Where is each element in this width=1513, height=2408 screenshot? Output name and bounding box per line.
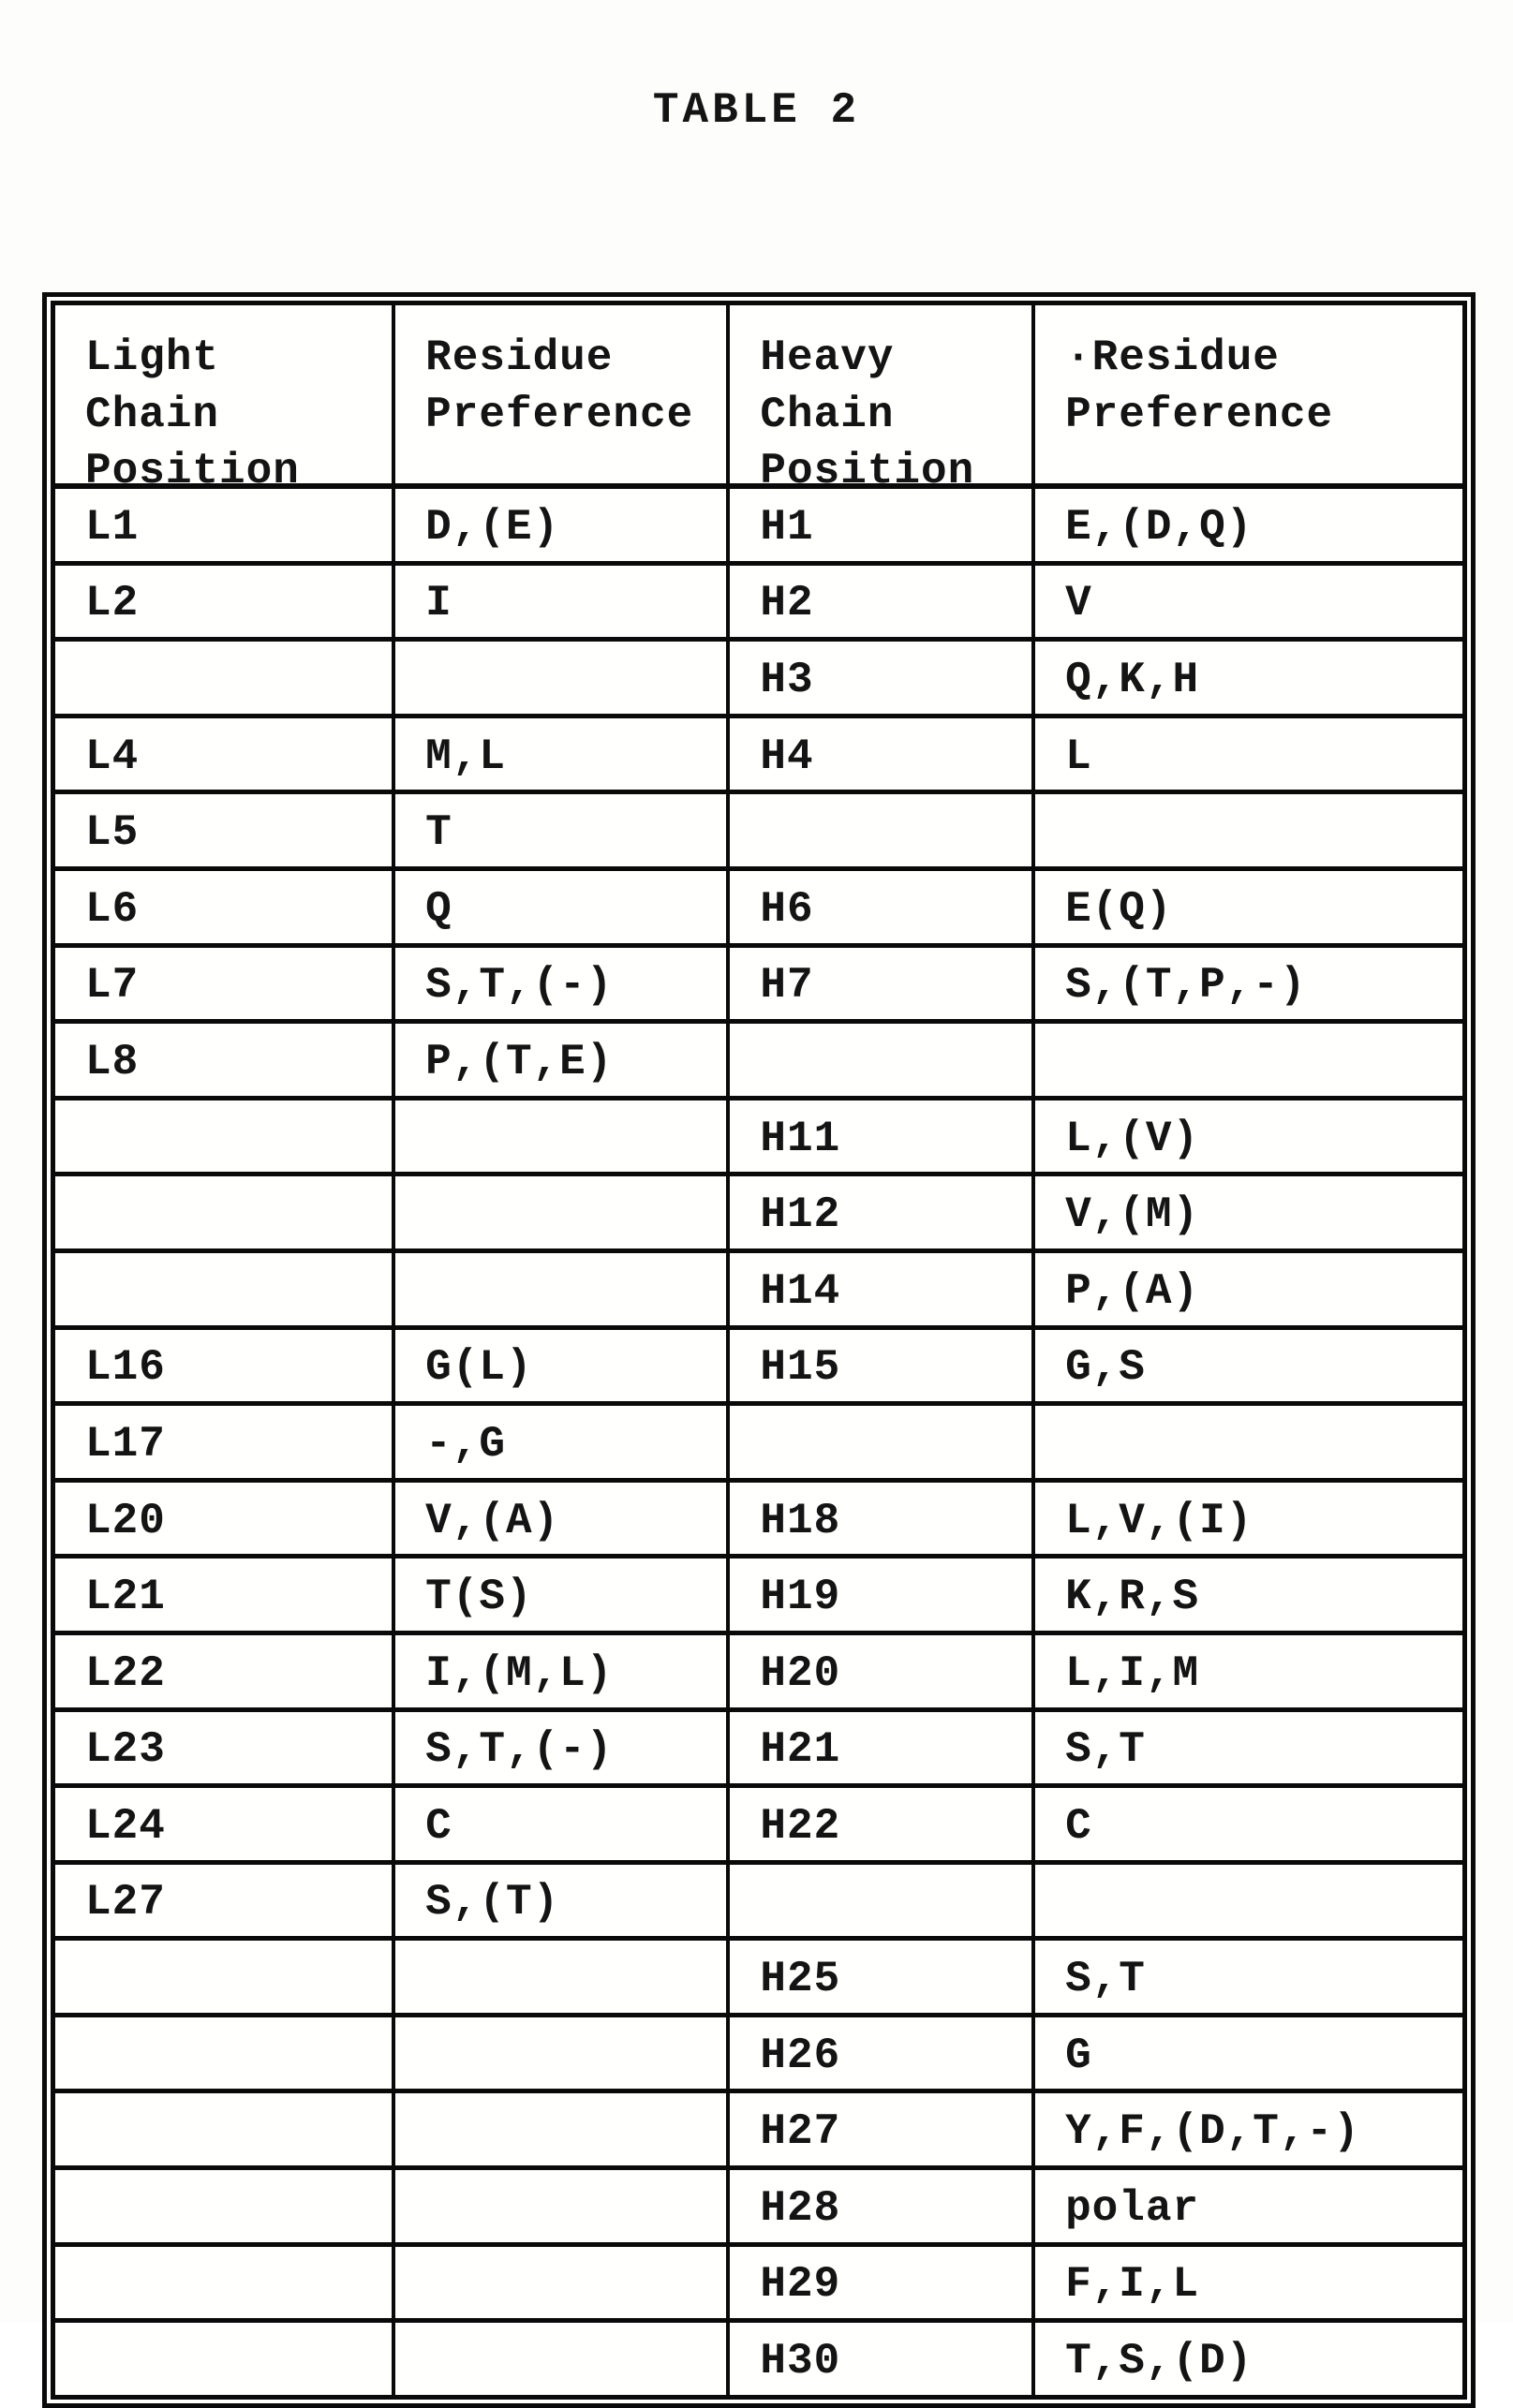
heavy-residue-preference-cell — [1035, 1865, 1462, 1937]
heavy-residue-preference-cell — [1035, 1406, 1462, 1478]
light-chain-position-cell: L21 — [55, 1559, 395, 1631]
table-row — [55, 1176, 1462, 1253]
light-residue-preference-cell — [395, 2323, 730, 2395]
light-residue-preference-cell: I,(M,L) — [395, 1635, 730, 1707]
table-row — [55, 718, 1462, 795]
heavy-residue-preference-cell — [1035, 794, 1462, 866]
table-row — [55, 2093, 1462, 2170]
table-row — [55, 871, 1462, 948]
light-residue-preference-cell — [395, 2093, 730, 2165]
table-row — [55, 566, 1462, 643]
light-chain-position-cell — [55, 2323, 395, 2395]
header-light-residue-preference: Residue Preference — [395, 305, 730, 500]
light-residue-preference-cell: G(L) — [395, 1330, 730, 1402]
table-row — [55, 1406, 1462, 1483]
heavy-chain-position-cell: H26 — [730, 2017, 1035, 2090]
light-residue-preference-cell: T(S) — [395, 1559, 730, 1631]
heavy-chain-position-cell: H29 — [730, 2247, 1035, 2319]
heavy-chain-position-cell: H18 — [730, 1483, 1035, 1555]
heavy-chain-position-cell: H12 — [730, 1176, 1035, 1248]
light-chain-position-cell — [55, 2247, 395, 2319]
light-residue-preference-cell: M,L — [395, 718, 730, 790]
light-chain-position-cell — [55, 1176, 395, 1248]
table-row — [55, 1253, 1462, 1330]
heavy-chain-position-cell: H6 — [730, 871, 1035, 943]
heavy-residue-preference-cell: K,R,S — [1065, 1573, 1200, 1622]
light-residue-preference-cell: S,T,(-) — [395, 948, 730, 1020]
light-chain-position-cell: L1 — [55, 489, 395, 561]
light-residue-preference-cell: T — [395, 794, 730, 866]
table-body — [55, 489, 1462, 2395]
heavy-chain-position-cell: H28 — [730, 2170, 1035, 2242]
light-chain-position-cell — [55, 2093, 395, 2165]
light-residue-preference-cell: Q — [395, 871, 730, 943]
heavy-residue-preference-cell: E,(D,Q) — [1065, 502, 1253, 552]
residue-preference-table — [42, 292, 1476, 2408]
table-row — [55, 2323, 1462, 2395]
heavy-residue-preference-cell: V — [1065, 579, 1092, 628]
light-chain-position-cell: L23 — [55, 1712, 395, 1784]
light-residue-preference-cell — [395, 1253, 730, 1325]
heavy-chain-position-cell: H2 — [730, 566, 1035, 638]
heavy-residue-preference-cell: S,T — [1065, 1955, 1146, 2004]
heavy-chain-position-cell: H25 — [730, 1941, 1035, 2013]
heavy-chain-position-cell — [730, 794, 1035, 866]
light-residue-preference-cell — [395, 1176, 730, 1248]
light-residue-preference-cell — [395, 2247, 730, 2319]
heavy-residue-preference-cell: G,S — [1065, 1343, 1146, 1393]
light-chain-position-cell: L17 — [55, 1406, 395, 1478]
light-residue-preference-cell: I — [395, 566, 730, 638]
heavy-residue-preference-cell: T,S,(D) — [1065, 2337, 1253, 2386]
light-residue-preference-cell: P,(T,E) — [395, 1024, 730, 1096]
table-row — [55, 1330, 1462, 1407]
light-residue-preference-cell: C — [395, 1788, 730, 1860]
heavy-residue-preference-cell: S,T — [1065, 1725, 1146, 1775]
heavy-residue-preference-cell: L,V,(I) — [1065, 1496, 1253, 1545]
light-chain-position-cell: L24 — [55, 1788, 395, 1860]
heavy-chain-position-cell — [730, 1865, 1035, 1937]
heavy-residue-preference-cell: P,(A) — [1065, 1266, 1200, 1316]
light-chain-position-cell — [55, 2017, 395, 2090]
table-row — [55, 642, 1462, 718]
header-heavy-chain-position: Heavy Chain Position — [730, 305, 1035, 500]
light-residue-preference-cell — [395, 1101, 730, 1173]
light-residue-preference-cell — [395, 2017, 730, 2090]
light-chain-position-cell: L8 — [55, 1024, 395, 1096]
heavy-chain-position-cell: H30 — [730, 2323, 1035, 2395]
heavy-residue-preference-cell: L,(V) — [1065, 1114, 1200, 1163]
heavy-chain-position-cell: H14 — [730, 1253, 1035, 1325]
light-chain-position-cell — [55, 1101, 395, 1173]
light-chain-position-cell: L4 — [55, 718, 395, 790]
light-chain-position-cell: L7 — [55, 948, 395, 1020]
table-row — [55, 1635, 1462, 1712]
table-row — [55, 2017, 1462, 2094]
header-heavy-residue-preference: ·Residue Preference — [1065, 333, 1334, 439]
heavy-residue-preference-cell: polar — [1065, 2183, 1200, 2233]
heavy-residue-preference-cell: L — [1065, 731, 1092, 781]
heavy-chain-position-cell: H1 — [730, 489, 1035, 561]
table-row — [55, 948, 1462, 1025]
light-residue-preference-cell — [395, 642, 730, 714]
light-residue-preference-cell: V,(A) — [395, 1483, 730, 1555]
table-row — [55, 1941, 1462, 2017]
heavy-chain-position-cell: H4 — [730, 718, 1035, 790]
heavy-chain-position-cell: H20 — [730, 1635, 1035, 1707]
heavy-chain-position-cell: H15 — [730, 1330, 1035, 1402]
light-residue-preference-cell — [395, 1941, 730, 2013]
light-residue-preference-cell: D,(E) — [395, 489, 730, 561]
heavy-chain-position-cell: H7 — [730, 948, 1035, 1020]
header-light-chain-position: Light Chain Position — [55, 305, 395, 500]
heavy-residue-preference-cell: E(Q) — [1065, 884, 1173, 934]
table-row — [55, 1865, 1462, 1942]
light-chain-position-cell: L27 — [55, 1865, 395, 1937]
table-row — [55, 1483, 1462, 1559]
light-chain-position-cell — [55, 1941, 395, 2013]
light-chain-position-cell — [55, 2170, 395, 2242]
heavy-chain-position-cell: H19 — [730, 1559, 1035, 1631]
heavy-residue-preference-cell — [1035, 1024, 1462, 1096]
light-chain-position-cell: L5 — [55, 794, 395, 866]
light-chain-position-cell: L22 — [55, 1635, 395, 1707]
heavy-chain-position-cell — [730, 1406, 1035, 1478]
page-title: TABLE 2 — [652, 86, 861, 135]
light-chain-position-cell — [55, 1253, 395, 1325]
table-row — [55, 1559, 1462, 1635]
heavy-residue-preference-cell: Y,F,(D,T,-) — [1065, 2107, 1360, 2157]
heavy-chain-position-cell: H27 — [730, 2093, 1035, 2165]
heavy-residue-preference-cell: F,I,L — [1065, 2260, 1200, 2310]
heavy-chain-position-cell: H21 — [730, 1712, 1035, 1784]
light-residue-preference-cell — [395, 2170, 730, 2242]
table-row — [55, 1712, 1462, 1789]
heavy-chain-position-cell: H22 — [730, 1788, 1035, 1860]
heavy-residue-preference-cell: V,(M) — [1065, 1190, 1200, 1240]
light-chain-position-cell: L2 — [55, 566, 395, 638]
table-row — [55, 1101, 1462, 1177]
light-chain-position-cell: L6 — [55, 871, 395, 943]
heavy-chain-position-cell — [730, 1024, 1035, 1096]
heavy-residue-preference-cell: L,I,M — [1065, 1648, 1200, 1698]
heavy-residue-preference-cell: C — [1065, 1801, 1092, 1851]
table-row — [55, 2170, 1462, 2247]
light-residue-preference-cell: S,T,(-) — [395, 1712, 730, 1784]
heavy-residue-preference-cell: Q,K,H — [1065, 655, 1200, 704]
light-residue-preference-cell: -,G — [395, 1406, 730, 1478]
table-row — [55, 1024, 1462, 1101]
light-residue-preference-cell: S,(T) — [395, 1865, 730, 1937]
table-row — [55, 1788, 1462, 1865]
table-header-row — [55, 305, 1462, 496]
heavy-residue-preference-cell: G — [1065, 2031, 1092, 2080]
light-chain-position-cell: L16 — [55, 1330, 395, 1402]
heavy-chain-position-cell: H3 — [730, 642, 1035, 714]
light-chain-position-cell: L20 — [55, 1483, 395, 1555]
heavy-chain-position-cell: H11 — [730, 1101, 1035, 1173]
table-row — [55, 489, 1462, 566]
table-row — [55, 2247, 1462, 2324]
heavy-residue-preference-cell: S,(T,P,-) — [1065, 961, 1307, 1011]
light-chain-position-cell — [55, 642, 395, 714]
table-row — [55, 794, 1462, 871]
